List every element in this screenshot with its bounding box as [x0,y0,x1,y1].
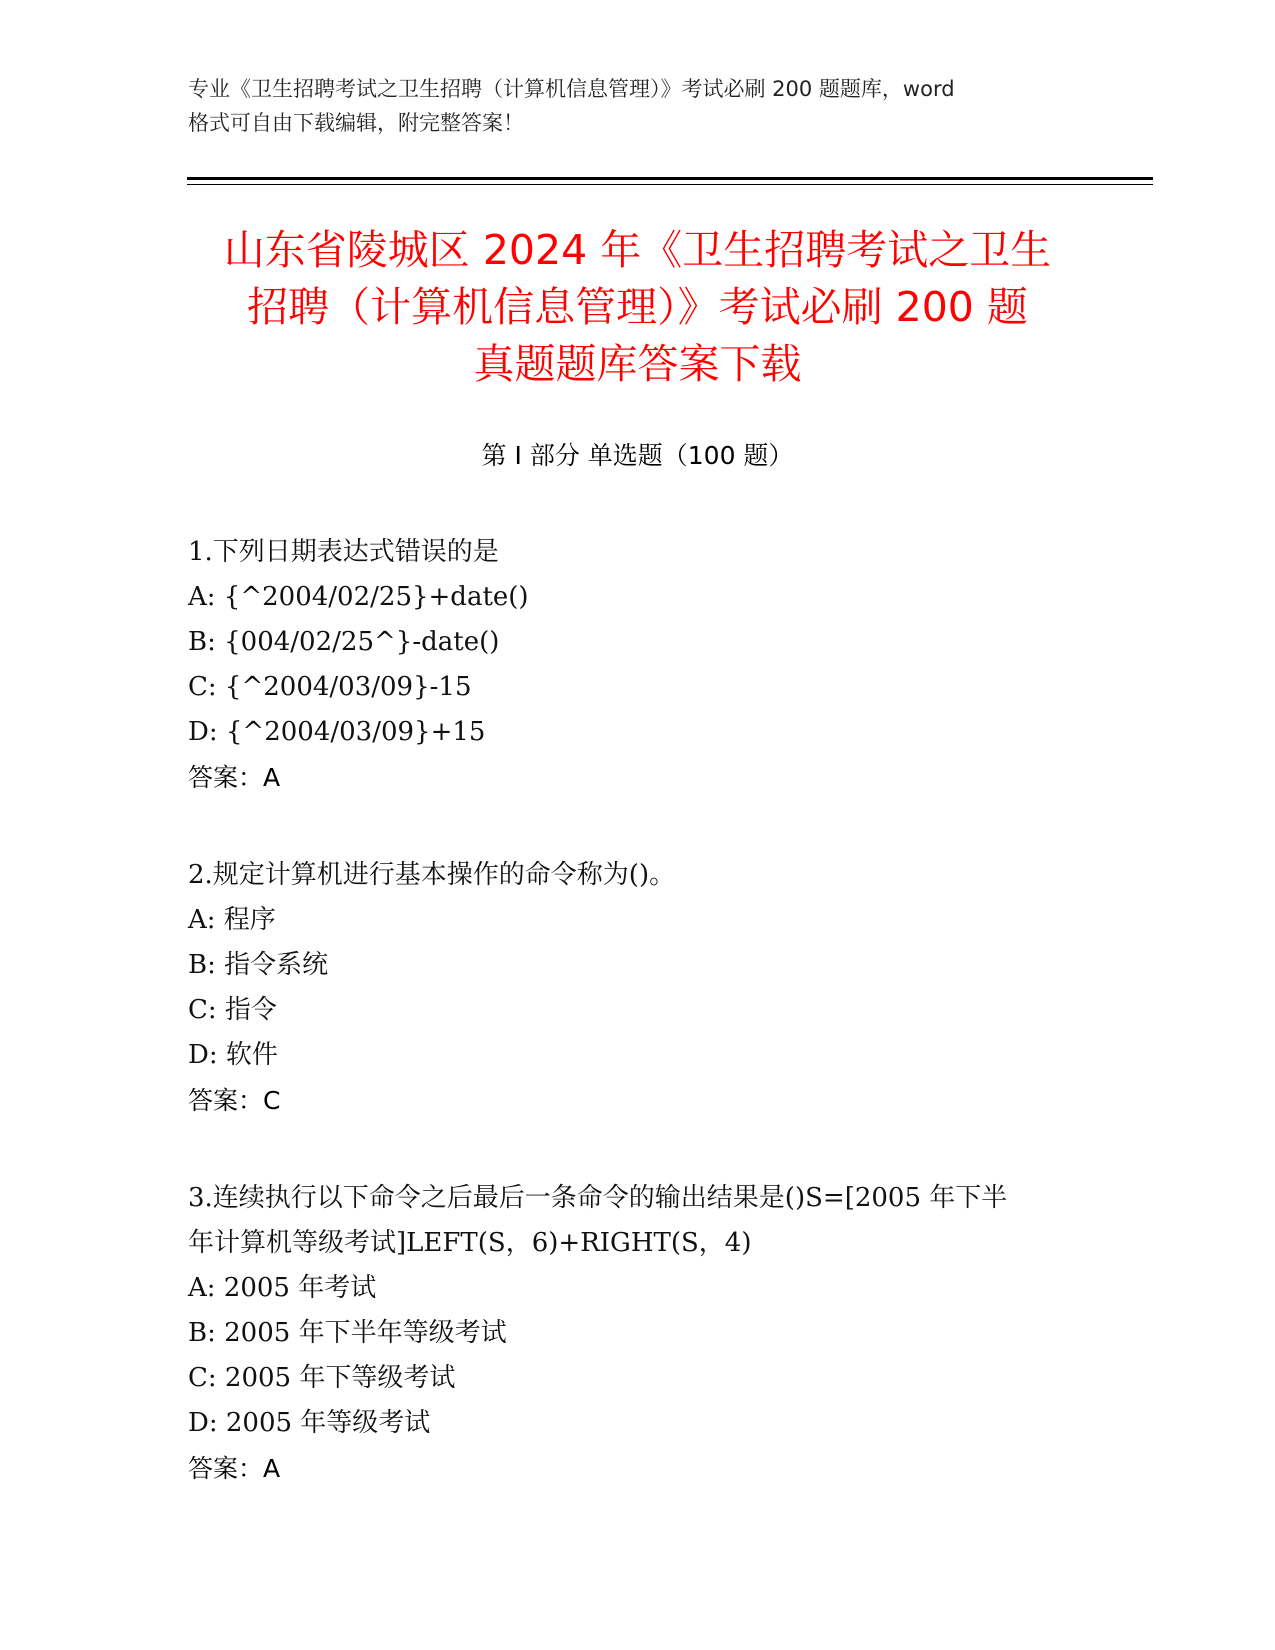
option-d: D: 2005 年等级考试 [188,1408,431,1438]
option-a: A: {^2004/02/25}+date() [188,582,529,612]
title-line-1: 山东省陵城区 2024 年《卫生招聘考试之卫生 [223,226,1052,274]
question-1 [188,530,1088,800]
option-b: B: {004/02/25^}-date() [188,627,500,657]
question-spacer [188,1123,1088,1176]
question-stem-continued: 年计算机等级考试]LEFT(S，6)+RIGHT(S，4) [188,1228,752,1258]
option-b: B: 指令系统 [188,950,329,980]
option-d: D: {^2004/03/09}+15 [188,717,486,747]
question-2 [188,853,1088,1123]
option-c: C: 2005 年下等级考试 [188,1363,456,1393]
option-a: A: 程序 [188,905,276,935]
option-d: D: 软件 [188,1040,278,1070]
section-heading: 第 I 部分 单选题（100 题） [481,441,794,470]
question-spacer [188,800,1088,853]
answer: 答案：A [188,1454,281,1483]
option-b: B: 2005 年下半年等级考试 [188,1318,507,1348]
question-stem: 2.规定计算机进行基本操作的命令称为()。 [188,860,676,890]
question-stem: 3.连续执行以下命令之后最后一条命令的输出结果是()S=[2005 年下半 [188,1183,1008,1213]
header-note-line-1: 专业《卫生招聘考试之卫生招聘（计算机信息管理）》考试必刷 200 题题库，word [188,77,955,101]
header-note-line-2: 格式可自由下载编辑，附完整答案！ [188,111,524,135]
header-divider-thick [187,177,1153,180]
option-a: A: 2005 年考试 [188,1273,377,1303]
document-title [150,222,1125,393]
document-header-note [188,72,1088,140]
title-line-2: 招聘（计算机信息管理）》考试必刷 200 题 [247,283,1028,331]
title-line-3: 真题题库答案下载 [473,340,802,388]
answer: 答案：A [188,763,281,792]
header-divider-thin [187,184,1153,185]
option-c: C: {^2004/03/09}-15 [188,672,472,702]
question-list [188,530,1088,1491]
question-3 [188,1176,1088,1491]
answer: 答案：C [188,1086,281,1115]
question-stem: 1.下列日期表达式错误的是 [188,537,499,567]
option-c: C: 指令 [188,995,277,1025]
